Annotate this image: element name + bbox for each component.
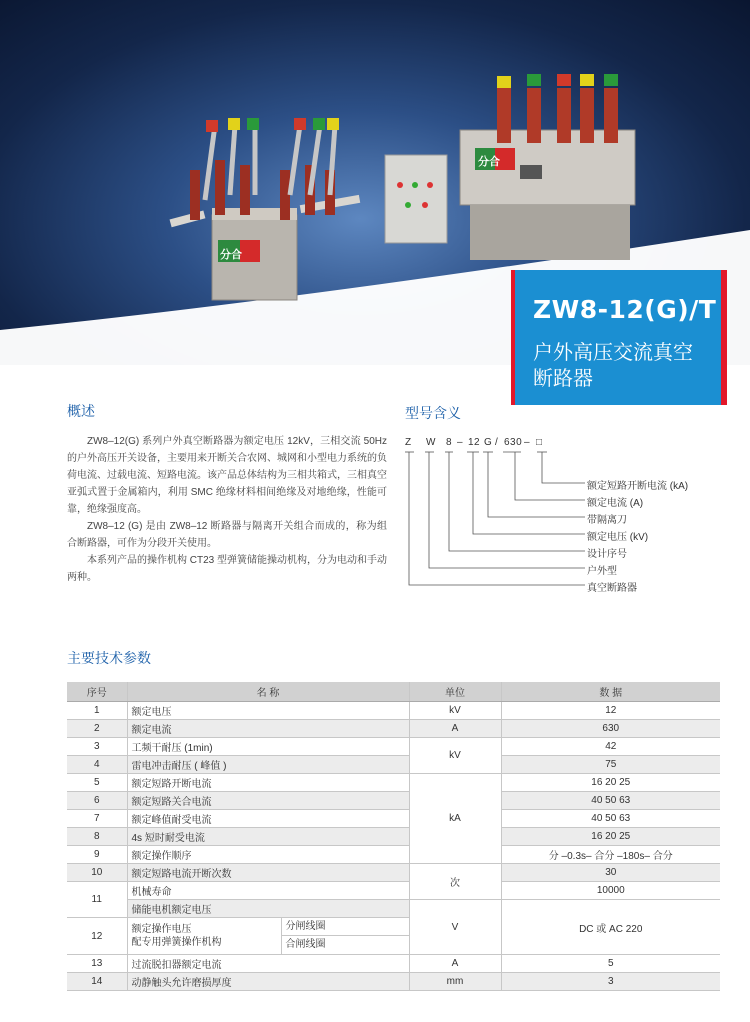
control-box: [385, 155, 447, 243]
table-row: [67, 846, 720, 864]
row-no: 7: [67, 810, 127, 828]
row-name: 工频干耐压 (1min): [127, 738, 409, 756]
code-char: W: [426, 437, 436, 448]
row-no: 2: [67, 720, 127, 738]
product-title-box: [515, 270, 721, 405]
overview-text: [67, 433, 387, 586]
row-value: 16 20 25: [501, 774, 720, 792]
overview-paragraph: 本系列产品的操作机构 CT23 型弹簧储能操动机构，分为电动和手动两种。: [67, 555, 388, 583]
overview-heading: 概述: [67, 403, 95, 419]
table-row: [67, 756, 720, 774]
row-no: 13: [67, 955, 127, 973]
meaning-label: 额定电流 (A): [587, 498, 644, 509]
code-char: /: [495, 437, 499, 448]
meaning-label: 户外型: [587, 566, 617, 577]
product-subtitle-line1: 户外高压交流真空: [533, 342, 693, 364]
header-no: 序号: [67, 682, 127, 702]
table-row: [67, 973, 720, 991]
table-row: [67, 828, 720, 846]
meaning-label: 设计序号: [587, 549, 627, 560]
meaning-label: 带隔离刀: [587, 515, 627, 526]
row-name: 机械寿命: [127, 882, 409, 900]
row-no: 3: [67, 738, 127, 756]
row-value: 75: [501, 756, 720, 774]
params-heading: 主要技术参数: [67, 650, 151, 666]
row-name-line2: 配专用弹簧操作机构: [131, 937, 222, 948]
row-name: 额定操作电压: [131, 924, 192, 935]
params-table: [67, 682, 720, 991]
row-no: 8: [67, 828, 127, 846]
row-value: 40 50 63: [501, 792, 720, 810]
row-value: 3: [501, 973, 720, 991]
table-row: [67, 720, 720, 738]
coil-list: [281, 918, 409, 954]
row-no: 14: [67, 973, 127, 991]
row-no: 1: [67, 702, 127, 720]
table-row: [67, 882, 720, 900]
table-row: [67, 738, 720, 756]
row-value: 5: [501, 955, 720, 973]
row-unit: kA: [409, 774, 501, 864]
table-header-row: [67, 682, 720, 702]
row-value: 分 –0.3s– 合分 –180s– 合分: [501, 846, 720, 864]
row-unit: A: [409, 720, 501, 738]
row-no: 10: [67, 864, 127, 882]
table-row: [67, 810, 720, 828]
row-no: 4: [67, 756, 127, 774]
code-char: 12: [468, 437, 481, 448]
row-name: 储能电机额定电压: [127, 900, 409, 918]
product-subtitle-line2: 断路器: [533, 368, 593, 390]
row-unit: kV: [409, 702, 501, 720]
code-char: □: [536, 437, 543, 448]
row-unit: A: [409, 955, 501, 973]
row-name: 动静触头允许磨损厚度: [127, 973, 409, 991]
row-name: 额定操作顺序: [127, 846, 409, 864]
row-value: 16 20 25: [501, 828, 720, 846]
table-row: [67, 792, 720, 810]
right-panel-label: 分合: [478, 156, 500, 168]
table-row: [67, 774, 720, 792]
meaning-label: 额定短路开断电流 (kA): [587, 481, 689, 492]
table-row: [67, 955, 720, 973]
table-row: [67, 900, 720, 918]
row-no: 9: [67, 846, 127, 864]
row-name: 额定短路关合电流: [127, 792, 409, 810]
left-panel-label: 分合: [220, 249, 242, 261]
header-value: 数 据: [501, 682, 720, 702]
row-no: 5: [67, 774, 127, 792]
row-name: 额定短路电流开断次数: [127, 864, 409, 882]
header-name: 名 称: [127, 682, 409, 702]
meaning-label: 额定电压 (kV): [587, 532, 649, 543]
row-name: 4s 短时耐受电流: [127, 828, 409, 846]
coil-open: 分闸线圈: [282, 918, 409, 936]
row-unit: mm: [409, 973, 501, 991]
model-meaning-heading: 型号含义: [405, 405, 461, 421]
row-unit: 次: [409, 864, 501, 900]
code-char: 8: [446, 437, 453, 448]
row-name: 额定短路开断电流: [127, 774, 409, 792]
meaning-label: 真空断路器: [587, 583, 637, 594]
code-char: –: [524, 437, 531, 448]
row-no: 12: [67, 918, 127, 955]
row-value: 630: [501, 720, 720, 738]
code-char: G: [484, 437, 493, 448]
overview-paragraph: ZW8–12 (G) 是由 ZW8–12 断路器与隔离开关组合而成的，称为组合断路器，可作为分段开关使用。: [67, 521, 387, 549]
header-unit: 单位: [409, 682, 501, 702]
row-unit: kV: [409, 738, 501, 774]
row-name: 雷电冲击耐压 ( 峰值 ): [127, 756, 409, 774]
row-value: DC 或 AC 220: [501, 900, 720, 955]
row-name: 额定电压: [127, 702, 409, 720]
table-row: [67, 702, 720, 720]
row-name: 额定峰值耐受电流: [127, 810, 409, 828]
model-code-connector-lines: [405, 450, 605, 610]
code-char: –: [457, 437, 464, 448]
row-no: 6: [67, 792, 127, 810]
coil-close: 合闸线圈: [285, 939, 326, 950]
row-value: 42: [501, 738, 720, 756]
table-row: [67, 864, 720, 882]
row-value: 30: [501, 864, 720, 882]
row-value: 40 50 63: [501, 810, 720, 828]
model-name: ZW8-12(G)/T: [533, 295, 717, 324]
compound-name: [128, 918, 281, 954]
code-char: Z: [405, 437, 412, 448]
row-value: 10000: [501, 882, 720, 900]
row-value: 12: [501, 702, 720, 720]
row-unit: V: [409, 900, 501, 955]
left-breaker: [170, 118, 361, 300]
row-name: 额定电流: [127, 720, 409, 738]
code-char: 630: [504, 437, 523, 448]
row-name: 过流脱扣器额定电流: [127, 955, 409, 973]
overview-paragraph: ZW8–12(G) 系列户外真空断路器为额定电压 12kV，三相交流 50Hz 的户外高压开关设备，主要用来开断关合农网、城网和小型电力系统的负荷电流、过载电流、短路电流。该产品总体结构为三相共箱式，三相真空亚弧式置于金属箱内，利用 SMC 绝缘材料相间绝缘及对地绝缘，性能可靠，绝缘强度高。: [67, 436, 387, 515]
row-name-compound: [127, 918, 409, 955]
row-no: 11: [67, 882, 127, 918]
